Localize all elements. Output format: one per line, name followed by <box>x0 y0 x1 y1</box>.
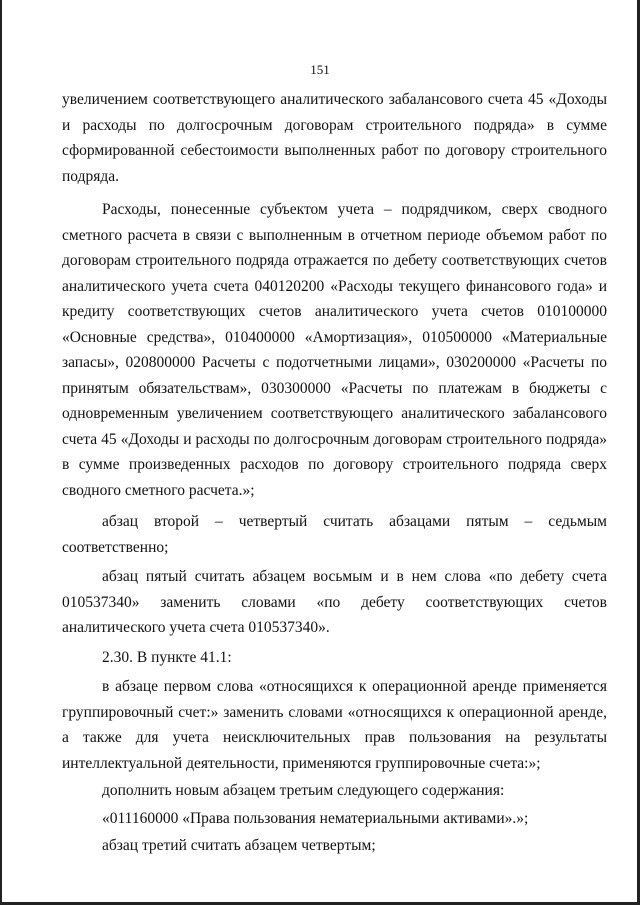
scan-edge-left <box>0 0 2 905</box>
paragraph-account-011160000: «011160000 «Права пользования нематериальными активами».»; <box>102 809 529 827</box>
paragraph-third-to-fourth: абзац третий считать абзацем четвертым; <box>102 837 376 854</box>
document-body <box>62 87 607 859</box>
paragraph-renumber-5: абзац пятый считать абзацем восьмым и в нем слова «по дебету счета 010537340» заменить словами «по дебету соответствующих счетов аналитического учета счета 010537340». <box>62 568 607 636</box>
paragraph-add-third: дополнить новым абзацем третьим следующего содержания: <box>102 782 505 799</box>
paragraph-item-2-30: 2.30. В пункте 41.1: <box>102 648 232 666</box>
paragraph-renumber-2-4: абзац второй – четвертый считать абзацами пятым – седьмым соответственно; <box>62 513 607 556</box>
page-number: 151 <box>310 62 330 77</box>
paragraph-expenses: Расходы, понесенные субъектом учета – подрядчиком, сверх сводного сметного расчета в связи с выполненным в отчетном периоде объемом работ по договорам строительного подряда отражается по дебету соответствующих счетов аналитического учета счета 040120200 «Расходы текущего финансового года» и кредиту соответствующих счетов аналитического учета счетов 010100000 «Основные средства», 010400000 «Амортизация», 010500000 «Материальные запасы», 020800000 Расчеты с подотчетными лицами», 030200000 «Расчеты по принятым обязательствам», 030300000 «Расчеты по платежам в бюджеты с одновременным увеличением соответствующего аналитического забалансового счета 45 «Доходы и расходы по долгосрочным договорам строительного подряда» в сумме произведенных расходов по договору строительного подряда сверх сводного сметного расчета.»; <box>62 201 607 499</box>
paragraph-continuation: увеличением соответствующего аналитического забалансового счета 45 «Доходы и расходы по долгосрочным договорам строительного подряда» в сумме сформированной себестоимости выполненных работ по договору строительного подряда. <box>62 91 607 185</box>
paragraph-first-abzac-change: в абзаце первом слова «относящихся к операционной аренде применяется группировочный счет:» заменить словами «относящихся к операционной аренде, а также для учета неисключительных прав пользования на результаты интеллектуальной деятельности, применяются группировочные счета:»; <box>62 678 607 772</box>
